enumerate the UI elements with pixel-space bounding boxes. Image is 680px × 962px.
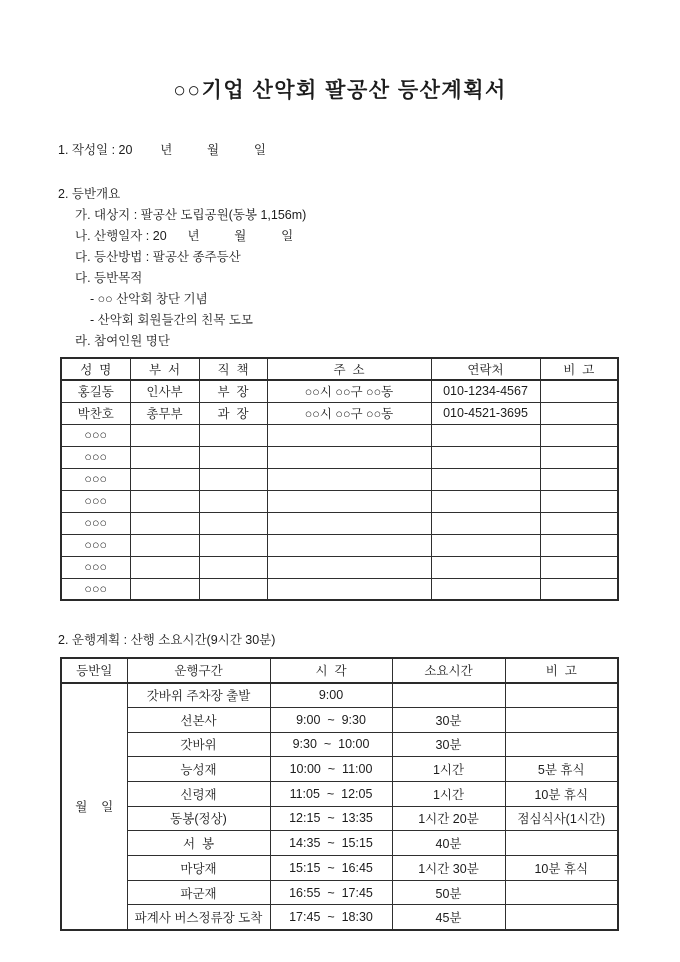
table-cell: 능성재 xyxy=(127,757,270,782)
table-cell xyxy=(392,683,505,708)
table-cell xyxy=(540,402,618,424)
table-cell xyxy=(199,424,267,446)
table-cell: 점심식사(1시간) xyxy=(505,806,618,831)
table-cell xyxy=(199,578,267,600)
table-cell xyxy=(199,512,267,534)
table-cell xyxy=(199,490,267,512)
table-cell: 9:00 xyxy=(270,683,392,708)
table-cell: 17:45 ~ 18:30 xyxy=(270,905,392,930)
table-cell: 10:00 ~ 11:00 xyxy=(270,757,392,782)
document-title: ○○기업 산악회 팔공산 등산계획서 xyxy=(173,79,507,102)
table-row xyxy=(61,732,618,757)
table-cell xyxy=(431,446,540,468)
table-cell: 30분 xyxy=(392,707,505,732)
table-cell xyxy=(505,880,618,905)
table-cell xyxy=(431,424,540,446)
table-cell: ○○○ xyxy=(61,534,130,556)
table-cell xyxy=(431,512,540,534)
purpose-item-founding: - ○○ 산악회 창단 기념 xyxy=(90,292,208,306)
table-row xyxy=(61,556,618,578)
table-cell xyxy=(199,468,267,490)
table-cell: 총무부 xyxy=(130,402,199,424)
table-cell: 서 봉 xyxy=(127,831,270,856)
column-header: 직 책 xyxy=(199,358,267,380)
table-cell xyxy=(130,578,199,600)
table-cell xyxy=(130,424,199,446)
table-cell: ○○○ xyxy=(61,512,130,534)
table-cell: 10분 휴식 xyxy=(505,781,618,806)
column-header: 연락처 xyxy=(431,358,540,380)
table-cell xyxy=(130,490,199,512)
table-cell: 1시간 30분 xyxy=(392,856,505,881)
creation-date-line: 1. 작성일 : 20 년 월 일 xyxy=(58,143,266,157)
column-header: 등반일 xyxy=(61,658,127,683)
schedule-header-row xyxy=(61,658,618,683)
overview-item-hike-date: 나. 산행일자 : 20 년 월 일 xyxy=(75,229,294,243)
column-header: 시 각 xyxy=(270,658,392,683)
column-header: 비 고 xyxy=(540,358,618,380)
overview-item-target: 가. 대상지 : 팔공산 도립공원(동봉 1,156m) xyxy=(75,208,307,222)
table-cell: 010-4521-3695 xyxy=(431,402,540,424)
table-cell xyxy=(540,380,618,402)
table-cell: ○○○ xyxy=(61,446,130,468)
table-cell xyxy=(130,556,199,578)
table-cell: 30분 xyxy=(392,732,505,757)
table-cell: 파군재 xyxy=(127,880,270,905)
table-cell xyxy=(267,534,431,556)
table-row xyxy=(61,446,618,468)
table-cell: 010-1234-4567 xyxy=(431,380,540,402)
table-row xyxy=(61,905,618,930)
table-cell: 마당재 xyxy=(127,856,270,881)
table-cell: 40분 xyxy=(392,831,505,856)
table-cell xyxy=(431,534,540,556)
table-cell xyxy=(505,707,618,732)
table-cell: 5분 휴식 xyxy=(505,757,618,782)
table-cell xyxy=(130,446,199,468)
table-cell xyxy=(431,556,540,578)
table-cell: ○○시 ○○구 ○○동 xyxy=(267,402,431,424)
table-cell xyxy=(540,534,618,556)
table-cell xyxy=(540,490,618,512)
table-cell: 인사부 xyxy=(130,380,199,402)
overview-item-purpose: 다. 등반목적 xyxy=(75,271,143,285)
table-cell: 14:35 ~ 15:15 xyxy=(270,831,392,856)
table-cell: 9:30 ~ 10:00 xyxy=(270,732,392,757)
table-row xyxy=(61,856,618,881)
column-header: 주 소 xyxy=(267,358,431,380)
table-cell: ○○○ xyxy=(61,556,130,578)
table-cell: 신령재 xyxy=(127,781,270,806)
table-row xyxy=(61,707,618,732)
table-cell: 1시간 20분 xyxy=(392,806,505,831)
column-header: 성 명 xyxy=(61,358,130,380)
roster-table xyxy=(60,357,619,601)
column-header: 부 서 xyxy=(130,358,199,380)
table-row xyxy=(61,380,618,402)
table-cell: 1시간 xyxy=(392,757,505,782)
table-cell: 11:05 ~ 12:05 xyxy=(270,781,392,806)
table-cell xyxy=(267,468,431,490)
table-cell: 15:15 ~ 16:45 xyxy=(270,856,392,881)
table-row xyxy=(61,490,618,512)
table-cell: 동봉(정상) xyxy=(127,806,270,831)
column-header: 운행구간 xyxy=(127,658,270,683)
table-cell: 부 장 xyxy=(199,380,267,402)
table-cell xyxy=(505,732,618,757)
table-cell xyxy=(199,534,267,556)
table-cell: 과 장 xyxy=(199,402,267,424)
table-cell xyxy=(130,534,199,556)
table-row xyxy=(61,831,618,856)
table-cell xyxy=(431,490,540,512)
table-cell xyxy=(267,424,431,446)
table-cell: 50분 xyxy=(392,880,505,905)
column-header: 소요시간 xyxy=(392,658,505,683)
table-cell: 갓바위 xyxy=(127,732,270,757)
table-cell: 16:55 ~ 17:45 xyxy=(270,880,392,905)
table-cell: 파계사 버스정류장 도착 xyxy=(127,905,270,930)
schedule-table xyxy=(60,657,619,931)
overview-heading: 2. 등반개요 xyxy=(58,187,121,201)
table-cell xyxy=(199,446,267,468)
table-row xyxy=(61,683,618,708)
roster-label: 라. 참여인원 명단 xyxy=(75,334,170,348)
table-cell: 갓바위 주차장 출발 xyxy=(127,683,270,708)
table-cell xyxy=(130,468,199,490)
table-cell xyxy=(267,578,431,600)
table-cell xyxy=(540,446,618,468)
table-cell: 홍길동 xyxy=(61,380,130,402)
table-cell: ○○○ xyxy=(61,578,130,600)
table-row xyxy=(61,512,618,534)
table-cell xyxy=(267,446,431,468)
table-cell xyxy=(431,578,540,600)
table-cell: 9:00 ~ 9:30 xyxy=(270,707,392,732)
purpose-item-friendship: - 산악회 회원들간의 친목 도모 xyxy=(90,313,253,327)
table-cell: 12:15 ~ 13:35 xyxy=(270,806,392,831)
table-cell: ○○○ xyxy=(61,424,130,446)
roster-header-row xyxy=(61,358,618,380)
table-cell xyxy=(431,468,540,490)
table-cell: 선본사 xyxy=(127,707,270,732)
table-row xyxy=(61,402,618,424)
table-cell xyxy=(540,424,618,446)
table-row xyxy=(61,578,618,600)
table-cell: ○○시 ○○구 ○○동 xyxy=(267,380,431,402)
table-row xyxy=(61,424,618,446)
table-cell xyxy=(130,512,199,534)
table-cell xyxy=(199,556,267,578)
table-cell: 1시간 xyxy=(392,781,505,806)
table-row xyxy=(61,781,618,806)
table-row xyxy=(61,468,618,490)
table-cell xyxy=(505,683,618,708)
table-cell: 10분 휴식 xyxy=(505,856,618,881)
table-cell: 박찬호 xyxy=(61,402,130,424)
table-cell xyxy=(267,490,431,512)
hiking-day-cell: 월 일 xyxy=(61,683,127,930)
table-cell xyxy=(540,578,618,600)
table-row xyxy=(61,806,618,831)
column-header: 비 고 xyxy=(505,658,618,683)
table-row xyxy=(61,534,618,556)
table-cell xyxy=(540,468,618,490)
table-row xyxy=(61,880,618,905)
table-cell: ○○○ xyxy=(61,468,130,490)
schedule-heading: 2. 운행계획 : 산행 소요시간(9시간 30분) xyxy=(58,633,276,647)
table-row xyxy=(61,757,618,782)
table-cell: ○○○ xyxy=(61,490,130,512)
table-cell xyxy=(267,556,431,578)
table-cell: 45분 xyxy=(392,905,505,930)
overview-item-method: 다. 등산방법 : 팔공산 종주등산 xyxy=(75,250,241,264)
table-cell xyxy=(267,512,431,534)
table-cell xyxy=(505,831,618,856)
table-cell xyxy=(540,556,618,578)
table-cell xyxy=(505,905,618,930)
table-cell xyxy=(540,512,618,534)
